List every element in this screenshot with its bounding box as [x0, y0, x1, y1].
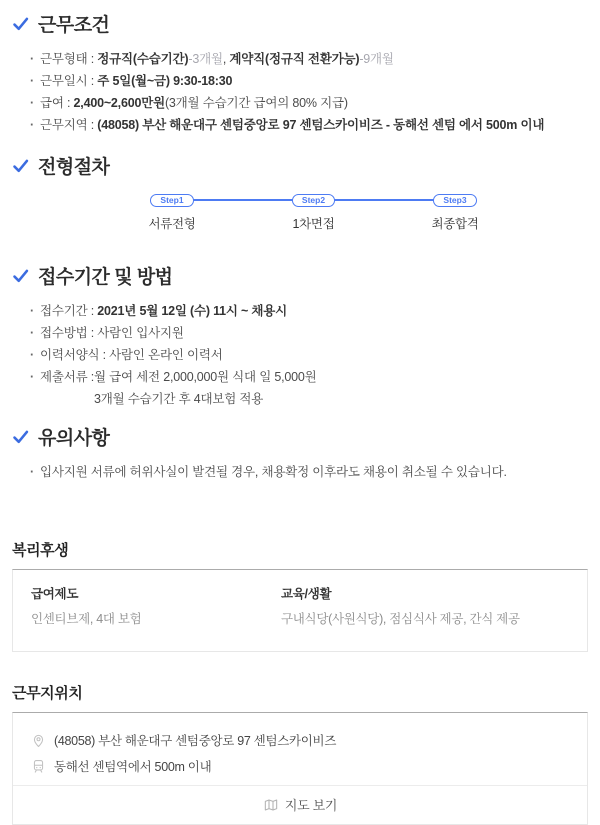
work-pay-item: [30, 92, 588, 114]
step-col-1: [127, 194, 217, 207]
item-value: 2,400~2,600만원: [73, 96, 165, 110]
benefit-value: 구내식당(사원식당), 점심식사 제공, 간식 제공: [281, 612, 520, 626]
section-notice: [12, 423, 588, 483]
step1-label: 서류전형: [148, 217, 196, 231]
subway-icon: [31, 759, 46, 774]
section-title: 전형절차: [38, 157, 110, 178]
work-conditions-heading: [12, 10, 588, 37]
item-muted: -9개월: [359, 52, 394, 66]
work-form-item: [30, 48, 588, 70]
item-rest: (3개월 수습기간 급여의 80% 지급): [164, 96, 348, 110]
docs-line-2: 3개월 수습기간 후 4대보험 적용: [94, 392, 264, 406]
check-icon: [12, 428, 29, 445]
apply-period-item: [30, 300, 588, 322]
work-hours-item: [30, 70, 588, 92]
benefit-value: 인센티브제, 4대 보험: [31, 612, 142, 626]
benefit-column-life: [281, 584, 569, 627]
step2-label: 1차면접: [292, 217, 335, 231]
benefit-heading: 급여제도: [31, 587, 79, 601]
item-sep: ,: [222, 52, 230, 66]
item-label: 급여 :: [39, 96, 74, 110]
step3-badge: Step3: [433, 194, 476, 207]
process-step-labels: [127, 214, 500, 232]
apply-list: [30, 300, 588, 410]
section-work-conditions: [12, 10, 588, 136]
notice-heading: [12, 423, 588, 450]
check-icon: [12, 267, 29, 284]
notice-item: · 입사지원 서류에 허위사실이 발견될 경우, 채용확정 이후라도 채용이 취소될 수 있습니다.: [30, 461, 588, 483]
item-label: 근무일시 :: [39, 74, 98, 88]
apply-resume-item: [30, 344, 588, 366]
location-transit: 동해선 센텀역에서 500m 이내: [54, 760, 212, 774]
step2-badge: Step2: [292, 194, 335, 207]
location-transit-row: [31, 757, 569, 775]
section-title: 근무조건: [38, 15, 110, 36]
item-value: 주 5일(월~금) 9:30-18:30: [97, 74, 233, 88]
process-step-badges: [127, 194, 500, 207]
item-value: 2021년 5월 12일 (수) 11시 ~ 채용시: [97, 304, 288, 318]
item-label: 근무지역 :: [39, 118, 98, 132]
item-label: · 제출서류 :: [39, 370, 95, 384]
benefit-heading: 교육/생활: [281, 587, 332, 601]
item-label: 이력서양식 :: [39, 348, 110, 362]
location-address-row: [31, 731, 569, 749]
apply-method-item: [30, 322, 588, 344]
section-location: [12, 682, 588, 825]
apply-docs-item: [30, 366, 588, 410]
step1-badge: Step1: [150, 194, 193, 207]
item-value: 계약직(정규직 전환가능): [229, 52, 360, 66]
section-process: [12, 152, 588, 232]
step-col-3: [410, 194, 500, 207]
item-value: (48058) 부산 해운대구 센텀중앙로 97 센텀스카이비즈 - 동해선 센텀 에서 500m 이내: [97, 118, 545, 132]
check-icon: [12, 157, 29, 174]
benefits-title: 복리후생: [12, 542, 69, 559]
item-value: 정규직(수습기간): [97, 52, 189, 66]
section-benefits: [12, 539, 588, 652]
view-map-button[interactable]: [13, 785, 587, 824]
step-col-2: [269, 194, 359, 207]
process-diagram: [127, 194, 500, 232]
item-value: 사람인 온라인 이력서: [109, 348, 223, 362]
item-label: 접수방법 :: [39, 326, 98, 340]
benefits-card: [12, 569, 588, 652]
check-icon: [12, 15, 29, 32]
docs-values: [94, 366, 316, 410]
notice-list: [30, 461, 588, 483]
step3-label: 최종합격: [431, 217, 479, 231]
section-apply: [12, 262, 588, 410]
benefit-column-pay: [31, 584, 281, 627]
section-title: 유의사항: [38, 428, 110, 449]
apply-heading: [12, 262, 588, 289]
item-value: 사람인 입사지원: [97, 326, 184, 340]
item-label: 접수기간 :: [39, 304, 98, 318]
process-heading: [12, 152, 588, 179]
docs-line-1: 월 급여 세전 2,000,000원 식대 일 5,000원: [94, 370, 317, 384]
location-card: [12, 712, 588, 825]
map-icon: [263, 797, 279, 813]
view-map-label: 지도 보기: [284, 798, 338, 813]
section-title: 접수기간 및 방법: [38, 267, 173, 288]
work-conditions-list: [30, 48, 588, 136]
item-muted: -3개월: [188, 52, 223, 66]
location-title: 근무지위치: [12, 685, 83, 702]
map-pin-icon: [31, 733, 46, 748]
item-label: 근무형태 :: [39, 52, 98, 66]
work-area-item: [30, 114, 588, 136]
location-address: (48058) 부산 해운대구 센텀중앙로 97 센텀스카이비즈: [54, 734, 337, 748]
